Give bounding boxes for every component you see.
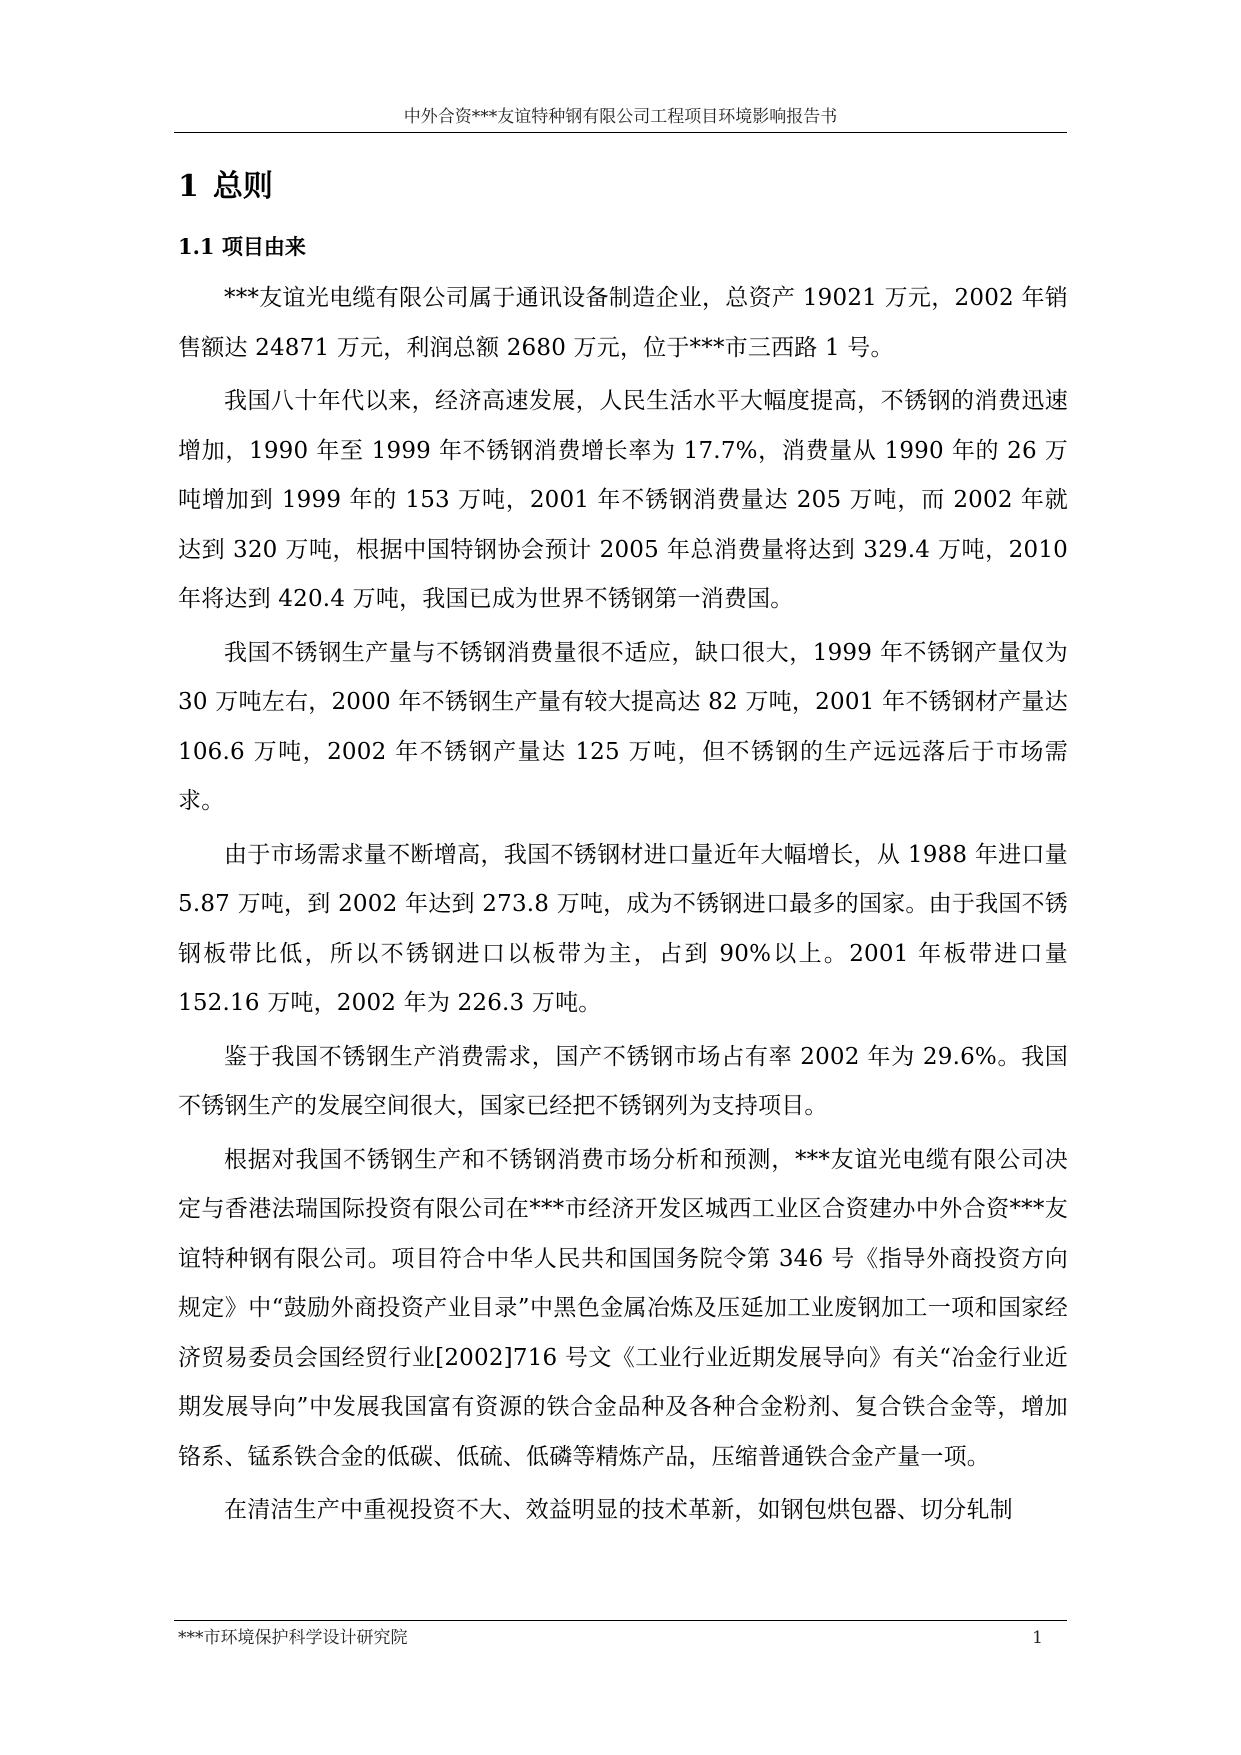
page-number: 1 — [1032, 1628, 1043, 1648]
page-body — [178, 162, 1068, 1540]
page-header — [174, 102, 1067, 133]
paragraph-joint-venture: 根据对我国不锈钢生产和不锈钢消费市场分析和预测，***友谊光电缆有限公司决定与香港法瑞国际投资有限公司在***市经济开发区城西工业区合资建办中外合资***友谊特种钢有限公司。项目符合中华人民共和国国务院令第 346 号《指导外商投资方向规定》中“鼓励外商投资产业目录”中黑色金属冶炼及压延加工业废钢加工一项和国家经济贸易委员会国经贸行业[2002]716 号文《工业行业近期发展导向》有关“冶金行业近期发展导向”中发展我国富有资源的铁合金品种及各种合金粉剂、复合铁合金等，增加铬系、锰系铁合金的低碳、低硫、低磷等精炼产品，压缩普通铁合金产量一项。 — [178, 1146, 1068, 1470]
chapter-title: 总则 — [212, 169, 273, 204]
chapter-heading — [178, 162, 1068, 212]
paragraph-imports: 由于市场需求量不断增高，我国不锈钢材进口量近年大幅增长，从 1988 年进口量 5.87 万吨，到 2002 年达到 273.8 万吨，成为不锈钢进口最多的国家。由于我国不锈钢板带比低，所以不锈钢进口以板带为主，占到 90%以上。2001 年板带进口量 152.16 万吨，2002 年为 226.3 万吨。 — [178, 841, 1068, 1016]
paragraph-clean-production: 在清洁生产中重视投资不大、效益明显的技术革新，如钢包烘包器、切分轧制 — [224, 1497, 1013, 1523]
header-title: 中外合资***友谊特种钢有限公司工程项目环境影响报告书 — [403, 107, 838, 127]
page-footer — [174, 1620, 1067, 1648]
paragraph-company-intro: ***友谊光电缆有限公司属于通讯设备制造企业，总资产 19021 万元，2002 年销售额达 24871 万元，利润总额 2680 万元，位于***市三西路 1 号。 — [178, 285, 1068, 361]
chapter-number: 1 — [178, 169, 199, 204]
paragraph-production: 我国不锈钢生产量与不锈钢消费量很不适应，缺口很大，1999 年不锈钢产量仅为 30 万吨左右，2000 年不锈钢生产量有较大提高达 82 万吨，2001 年不锈钢材产量达 106.6 万吨，2002 年不锈钢产量达 125 万吨，但不锈钢的生产远远落后于市场需求。 — [178, 639, 1068, 814]
footer-organization: ***市环境保护科学设计研究院 — [178, 1628, 408, 1648]
section-heading: 1.1 项目由来 — [178, 234, 306, 259]
paragraph-market-share: 鉴于我国不锈钢生产消费需求，国产不锈钢市场占有率 2002 年为 29.6%。我国不锈钢生产的发展空间很大，国家已经把不锈钢列为支持项目。 — [178, 1043, 1068, 1119]
paragraph-consumption: 我国八十年代以来，经济高速发展，人民生活水平大幅度提高，不锈钢的消费迅速增加，1990 年至 1999 年不锈钢消费增长率为 17.7%，消费量从 1990 年的 26 万吨增加到 1999 年的 153 万吨，2001 年不锈钢消费量达 205 万吨，而 2002 年就达到 320 万吨，根据中国特钢协会预计 2005 年总消费量将达到 329.4 万吨，2010 年将达到 420.4 万吨，我国已成为世界不锈钢第一消费国。 — [178, 388, 1068, 612]
